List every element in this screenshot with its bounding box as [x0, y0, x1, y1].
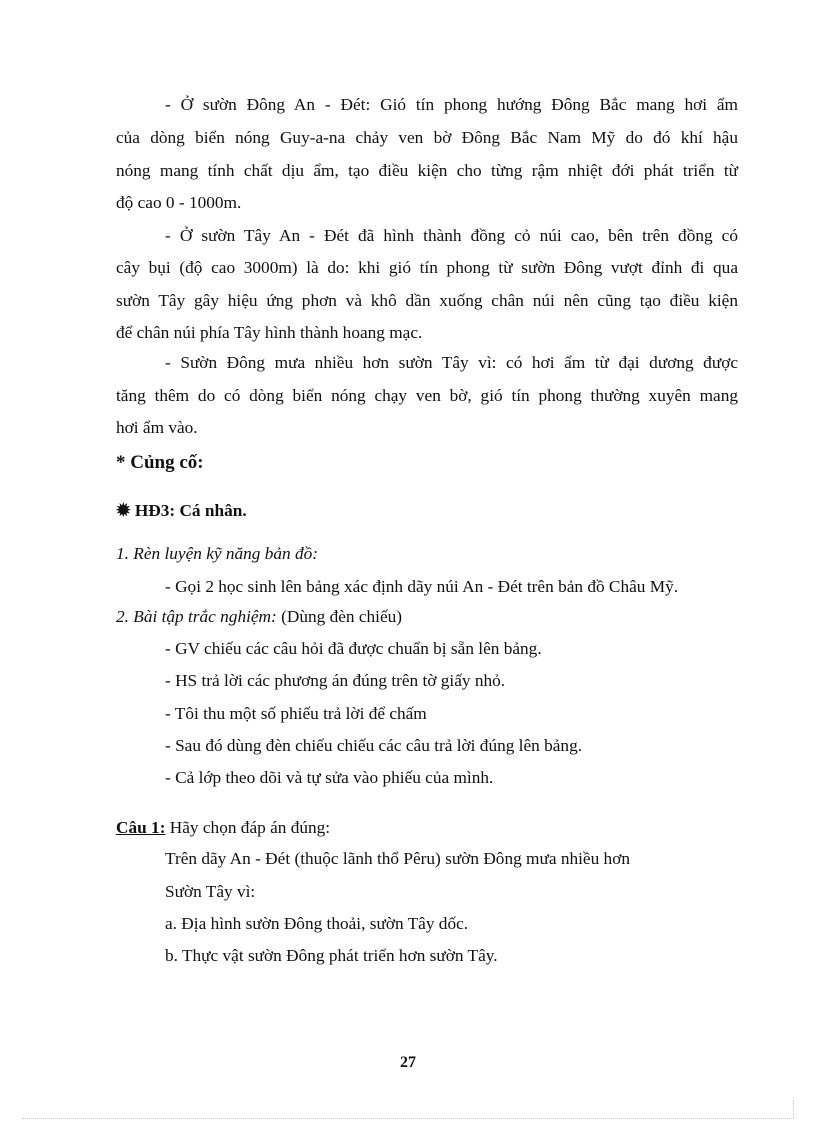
paragraph-dong-line-4: độ cao 0 - 1000m.	[116, 193, 242, 212]
task2-title	[116, 606, 738, 628]
question1-option-b: b. Thực vật sườn Đông phát triển hơn sườn Tây.	[165, 946, 498, 965]
hd3-heading	[116, 500, 738, 522]
task2-item-3: - Tôi thu một số phiếu trả lời để chấm	[165, 704, 427, 723]
paragraph-tay-line-3: sườn Tây gây hiệu ứng phơn và khô dần xuống chân núi nên cũng tạo điều kiện	[116, 291, 738, 310]
paragraph-dong-line-1: - Ở sườn Đông An - Đét: Gió tín phong hướng Đông Bắc mang hơi ẩm	[165, 95, 738, 114]
paragraph-tay-line-2: cây bụi (độ cao 3000m) là do: khi gió tín phong từ sườn Đông vượt đỉnh đi qua	[116, 258, 738, 277]
paragraph-tay-line-1: - Ở sườn Tây An - Đét đã hình thành đồng cỏ núi cao, bên trên đồng có	[165, 226, 738, 245]
paragraph-mua-line-1: - Sườn Đông mưa nhiều hơn sườn Tây vì: có hơi ẩm từ đại dương được	[165, 353, 738, 372]
task2-item-4: - Sau đó dùng đèn chiếu chiếu các câu trả lời đúng lên bảng.	[165, 736, 583, 755]
paragraph-mua-line-3: hơi ẩm vào.	[116, 418, 198, 437]
paragraph-dong-line-3: nóng mang tính chất dịu ẩm, tạo điều kiện cho từng rậm nhiệt đới phát triển từ	[116, 161, 738, 180]
page-border-right	[793, 1100, 794, 1118]
hd3-label: HĐ3: Cá nhân.	[134, 501, 247, 520]
burst-icon: ✹	[116, 501, 131, 520]
task2-item-5: - Cả lớp theo dõi và tự sửa vào phiếu của mình.	[165, 768, 494, 787]
cung-co-heading: * Củng cố:	[116, 452, 204, 473]
question1-option-a: a. Địa hình sườn Đông thoải, sườn Tây dốc.	[165, 914, 469, 933]
task2-title-italic: 2. Bài tập trắc nghiệm:	[116, 607, 277, 626]
paragraph-dong-line-2: của dòng biển nóng Guy-a-na chảy ven bờ Đông Bắc Nam Mỹ do đó khí hậu	[116, 128, 738, 147]
question1-prompt: Hãy chọn đáp án đúng:	[165, 818, 331, 837]
paragraph-mua-line-2: tăng thêm do có dòng biển nóng chạy ven bờ, gió tín phong thường xuyên mang	[116, 386, 738, 405]
task2-item-2: - HS trả lời các phương án đúng trên tờ giấy nhỏ.	[165, 671, 506, 690]
task1-title: 1. Rèn luyện kỹ năng bản đồ:	[116, 544, 319, 563]
page-border-bottom	[22, 1118, 794, 1119]
task2-title-rest: (Dùng đèn chiếu)	[276, 607, 403, 626]
task2-item-1: - GV chiếu các câu hỏi đã được chuẩn bị sẵn lên bảng.	[165, 639, 542, 658]
question1-heading	[116, 817, 738, 839]
question1-line-2: Sườn Tây vì:	[165, 882, 256, 901]
paragraph-tay-line-4: để chân núi phía Tây hình thành hoang mạc.	[116, 323, 423, 342]
question1-line-1: Trên dãy An - Đét (thuộc lãnh thổ Pêru) sườn Đông mưa nhiều hơn	[165, 849, 630, 868]
question1-label: Câu 1:	[116, 818, 166, 837]
page-number: 27	[400, 1054, 416, 1071]
task1-item: - Gọi 2 học sinh lên bảng xác định dãy núi An - Đét trên bản đồ Châu Mỹ.	[165, 577, 679, 596]
